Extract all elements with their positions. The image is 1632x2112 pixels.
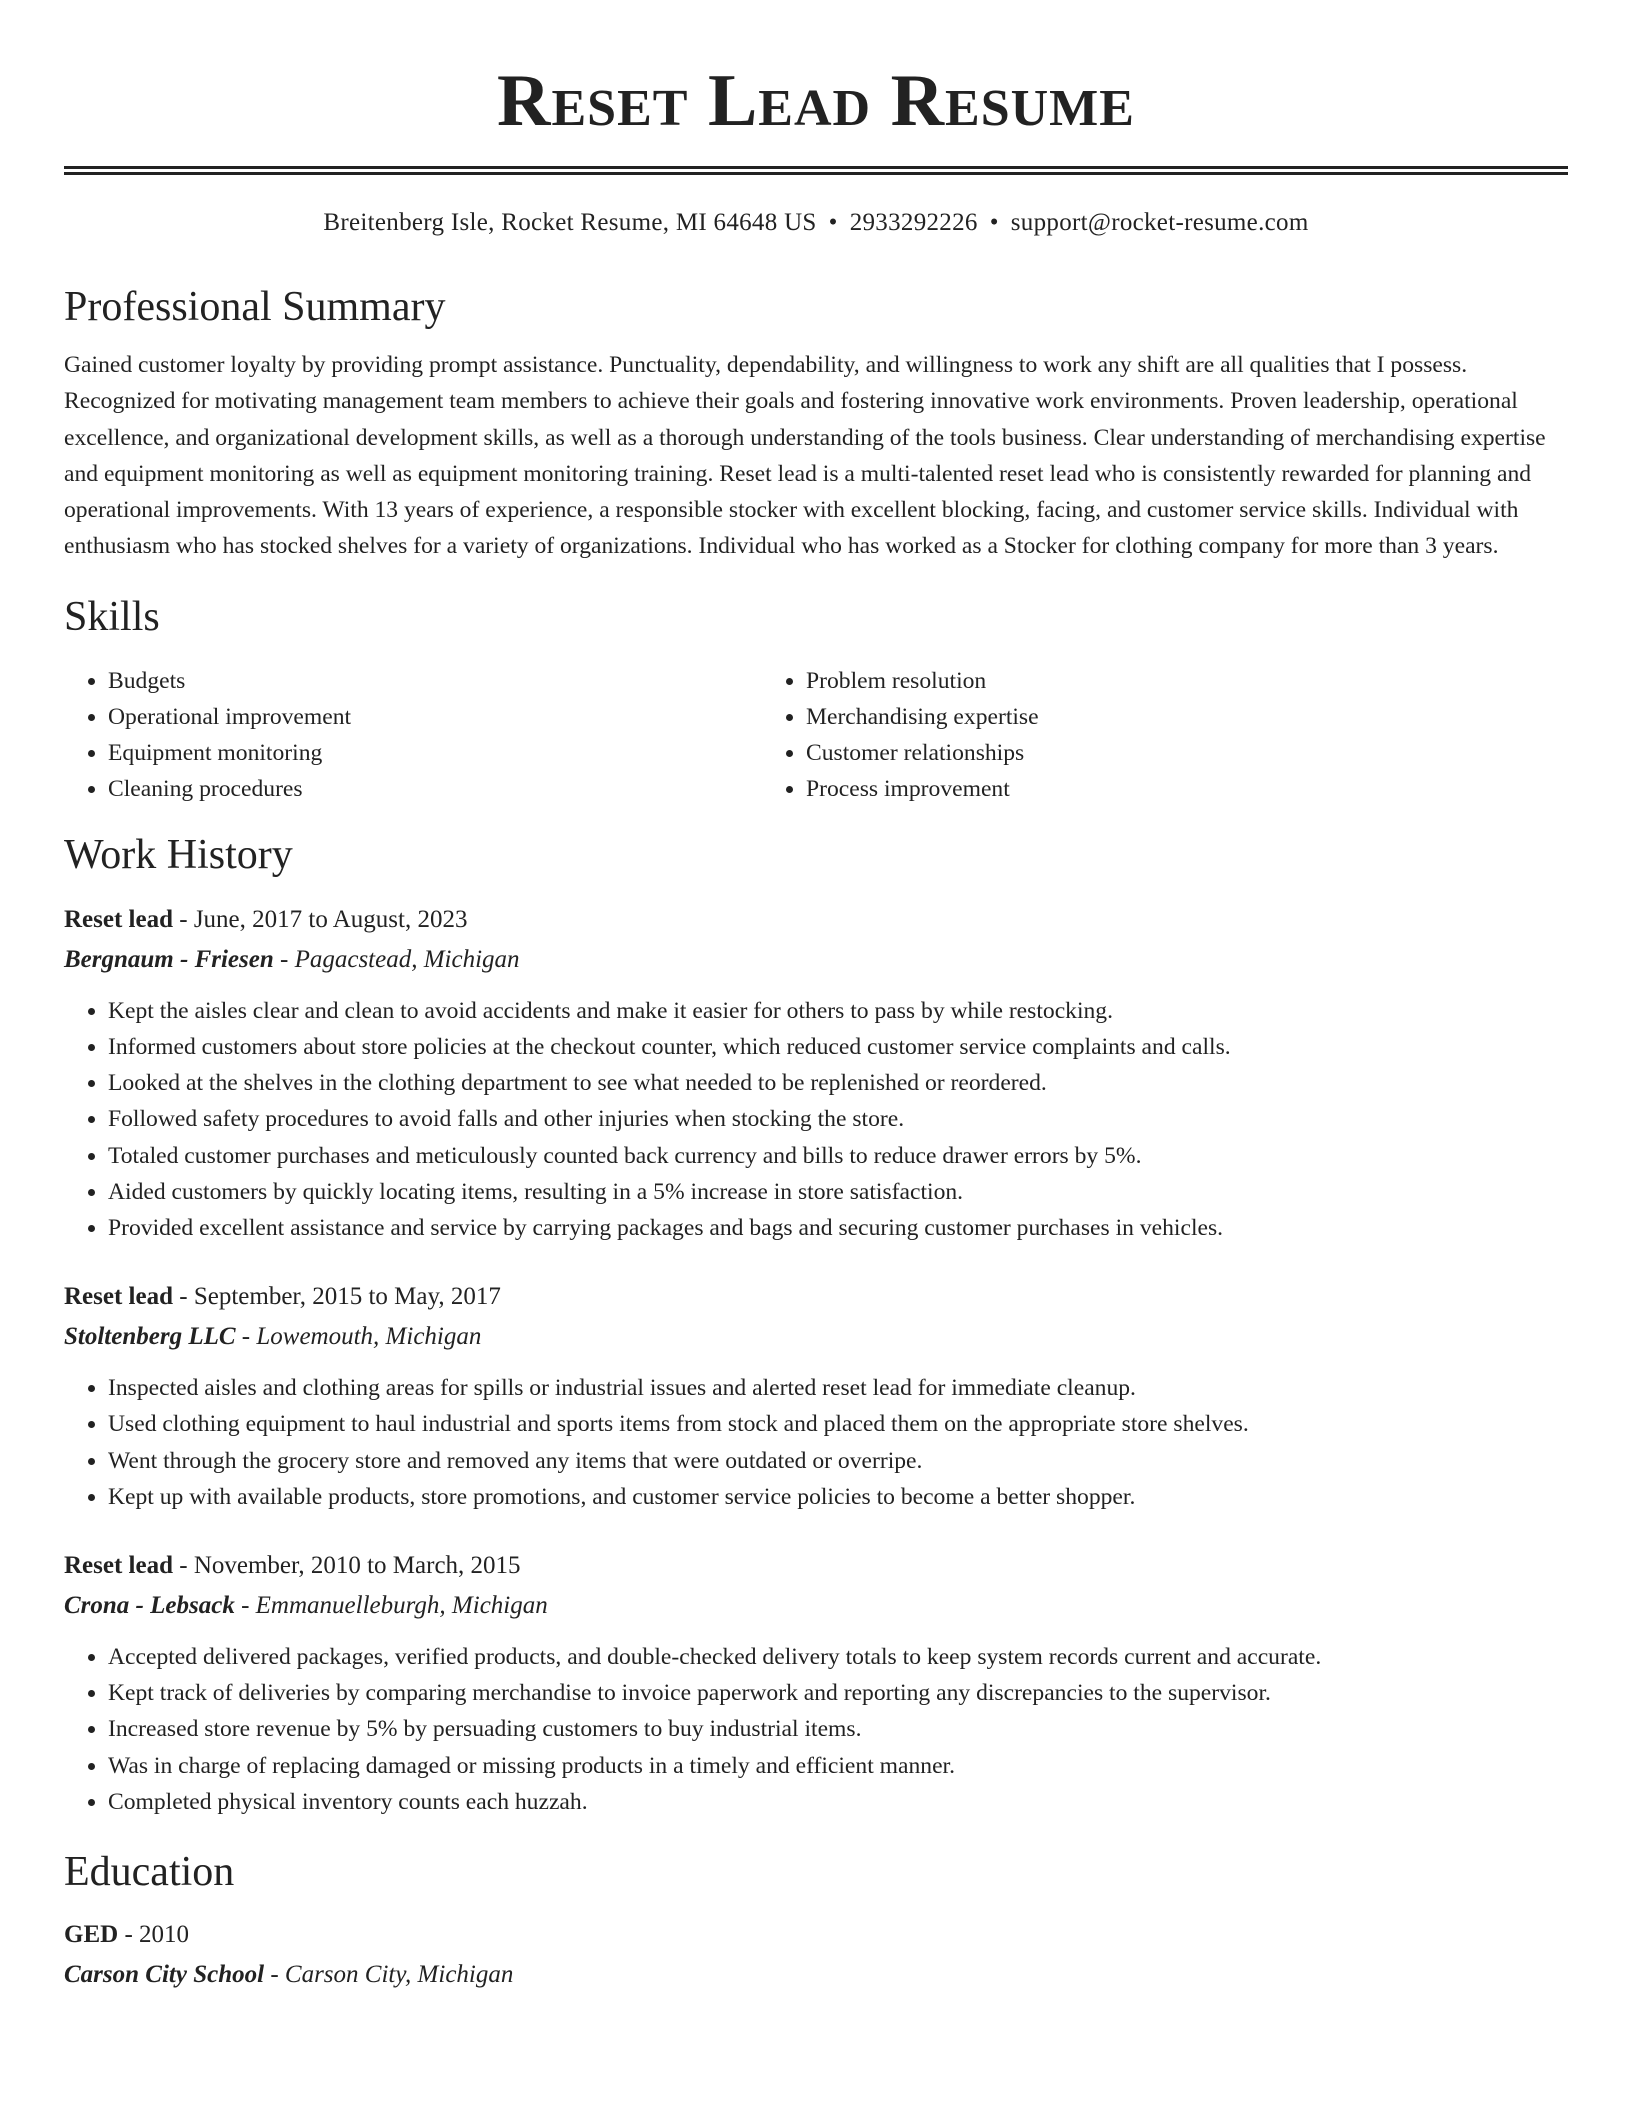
section-title-skills: Skills [64,593,160,640]
duty-item: • Inspected aisles and clothing areas for spills or industrial issues and alerted reset lead for immediate cleanup. [108,1370,1568,1406]
job-company-line [64,1320,1568,1354]
skill-item: • Process improvement [806,771,1460,807]
skill-item: • Merchandising expertise [806,699,1460,735]
job-title-line [64,1280,1568,1314]
job-entry [64,903,1568,1246]
job-location: - Pagacstead, Michigan [273,945,520,973]
skill-item: • Operational improvement [108,699,762,735]
duty-item: • Kept up with available products, store promotions, and customer service policies to become a better shopper. [108,1479,1568,1515]
job-company-line [64,943,1568,977]
skills-column-right [762,663,1460,807]
duty-item: • Used clothing equipment to haul industrial and sports items from stock and placed them on the appropriate store shelves. [108,1406,1568,1442]
duty-item: • Was in charge of replacing damaged or missing products in a timely and efficient manner. [108,1748,1568,1784]
job-dates: - September, 2015 to May, 2017 [173,1283,501,1311]
header-divider [64,166,1568,175]
job-company-line [64,1589,1568,1623]
duty-item: • Kept track of deliveries by comparing merchandise to invoice paperwork and reporting any discrepancies to the supervisor. [108,1675,1568,1711]
skill-item: • Equipment monitoring [108,735,762,771]
job-duties [64,993,1568,1246]
skills-column-left [64,663,762,807]
duty-item: • Followed safety procedures to avoid falls and other injuries when stocking the store. [108,1101,1568,1137]
job-dates: - November, 2010 to March, 2015 [173,1552,521,1580]
bullet-separator: • [989,209,999,236]
contact-line [64,207,1568,239]
education-year: - 2010 [118,1921,190,1949]
job-duties [64,1370,1568,1515]
education-degree: GED [64,1921,119,1949]
education-location: - Carson City, Michigan [264,1961,514,1989]
section-title-work-history: Work History [64,831,293,878]
bullet-separator: • [828,209,838,236]
duty-item: • Accepted delivered packages, verified products, and double-checked delivery totals to keep system records current and accurate. [108,1639,1568,1675]
duty-item: • Provided excellent assistance and service by carrying packages and bags and securing customer purchases in vehicles. [108,1210,1568,1246]
skill-item: • Customer relationships [806,735,1460,771]
duty-item: • Looked at the shelves in the clothing department to see what needed to be replenished or reordered. [108,1065,1568,1101]
skill-item: • Problem resolution [806,663,1460,699]
skill-item: • Cleaning procedures [108,771,762,807]
education-school: Carson City School [64,1961,265,1989]
resume-title: Reset Lead Resume [497,60,1135,142]
job-role: Reset lead [64,905,173,933]
job-location: - Lowemouth, Michigan [235,1323,482,1351]
education-degree-line [64,1918,1568,1952]
duty-item: • Went through the grocery store and removed any items that were outdated or overripe. [108,1443,1568,1479]
contact-address: Breitenberg Isle, Rocket Resume, MI 64648 US [323,209,817,236]
education-school-line [64,1958,1568,1992]
skills-list [64,663,1568,807]
section-title-education: Education [64,1849,235,1896]
duty-item: • Kept the aisles clear and clean to avoid accidents and make it easier for others to pass by while restocking. [108,993,1568,1029]
job-dates: - June, 2017 to August, 2023 [173,905,468,933]
job-location: - Emmanuelleburgh, Michigan [234,1592,548,1620]
duty-item: • Aided customers by quickly locating items, resulting in a 5% increase in store satisfaction. [108,1174,1568,1210]
duty-item: • Totaled customer purchases and meticulously counted back currency and bills to reduce drawer errors by 5%. [108,1138,1568,1174]
duty-item: • Completed physical inventory counts each huzzah. [108,1784,1568,1820]
skill-item: • Budgets [108,663,762,699]
job-company: Crona - Lebsack [64,1592,235,1620]
contact-phone: 2933292226 [849,209,978,236]
duty-item: • Increased store revenue by 5% by persuading customers to buy industrial items. [108,1711,1568,1747]
summary-text: Gained customer loyalty by providing prompt assistance. Punctuality, dependability, and willingness to work any shift are all qualities that I possess. Recognized for motivating management team members to achieve their goals and fostering innovative work environments. Proven leadership, operational excellence, and organizational development skills, as well as a thorough understanding of the tools business. Clear understanding of merchandising expertise and equipment monitoring as well as equipment monitoring training. Reset lead is a multi-talented reset lead who is consistently rewarded for planning and operational improvements. With 13 years of experience, a responsible stocker with excellent blocking, facing, and customer service skills. Individual with enthusiasm who has stocked shelves for a variety of organizations. Individual who has worked as a Stocker for clothing company for more than 3 years. [64,352,1546,560]
job-company: Stoltenberg LLC [64,1323,236,1351]
job-role: Reset lead [64,1283,173,1311]
duty-item: • Informed customers about store policies at the checkout counter, which reduced customer service complaints and calls. [108,1029,1568,1065]
job-entry [64,1280,1568,1515]
section-title-summary: Professional Summary [64,284,446,330]
job-title-line [64,1549,1568,1583]
job-role: Reset lead [64,1552,173,1580]
job-entry [64,1549,1568,1820]
job-title-line [64,903,1568,937]
job-duties [64,1639,1568,1820]
contact-email: support@rocket-resume.com [1010,209,1309,236]
job-company: Bergnaum - Friesen [64,945,274,973]
